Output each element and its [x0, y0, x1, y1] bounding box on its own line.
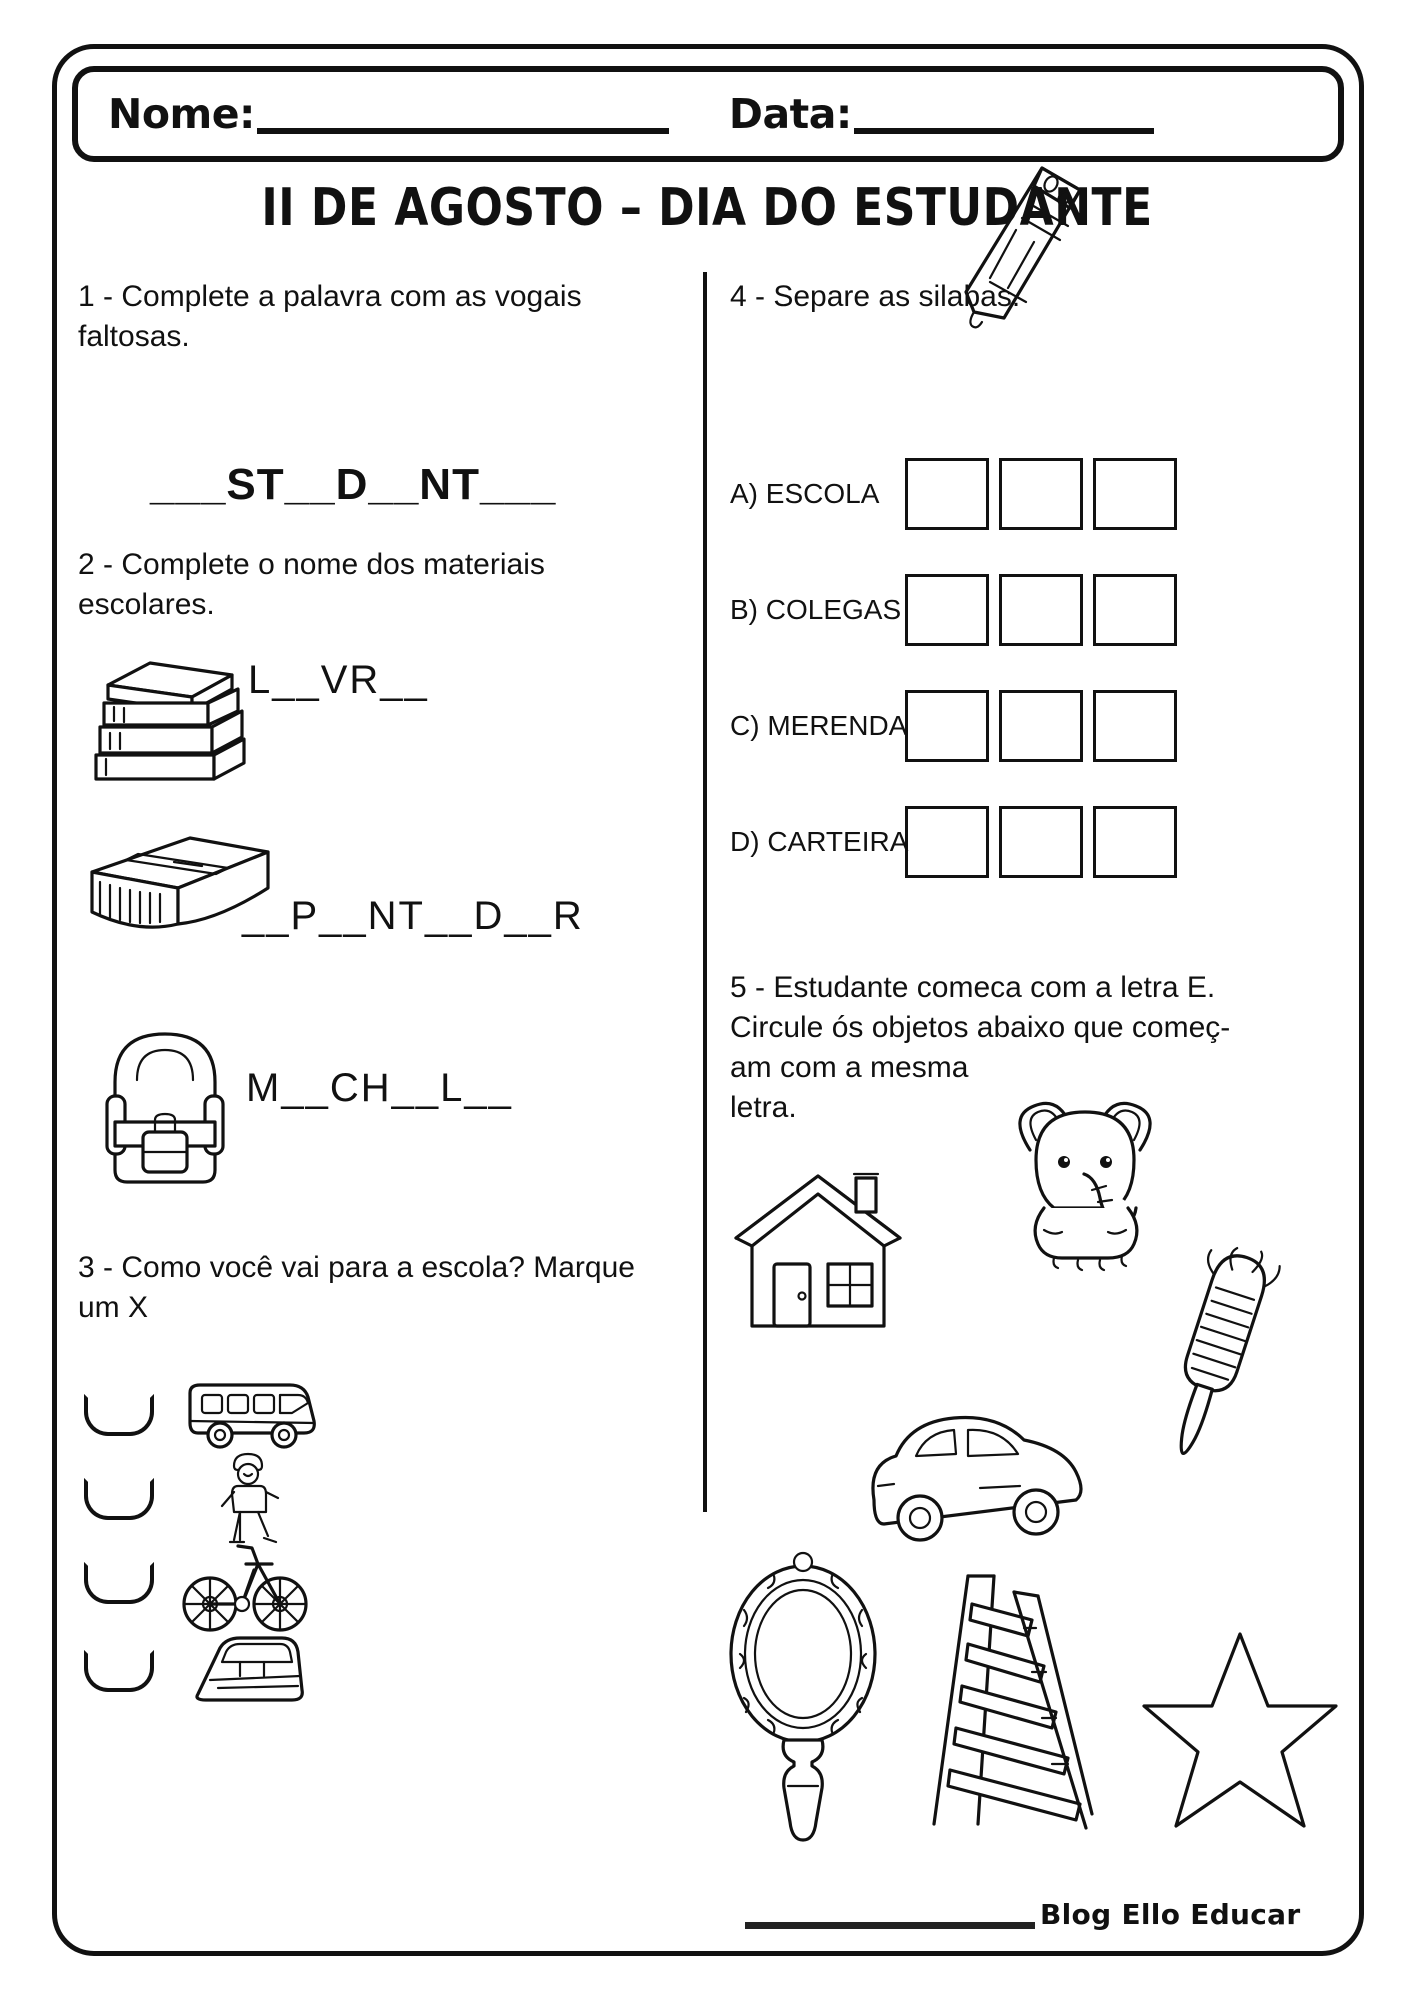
syllable-box[interactable] [905, 806, 989, 878]
hairbrush-icon[interactable] [1148, 1238, 1278, 1478]
syllable-box[interactable] [1093, 806, 1177, 878]
syllable-box[interactable] [999, 806, 1083, 878]
bicycle-icon [180, 1528, 310, 1638]
syllable-box[interactable] [905, 574, 989, 646]
syllable-box[interactable] [999, 690, 1083, 762]
syllable-box[interactable] [905, 458, 989, 530]
syllable-row-a [730, 458, 1187, 530]
question-2-word-2[interactable]: __P__NT__D__R [242, 894, 584, 938]
question-5-prompt-line-4: letra. [730, 1091, 797, 1124]
syllable-box[interactable] [1093, 458, 1177, 530]
ladder-icon[interactable] [920, 1562, 1100, 1852]
date-label: Data: [728, 89, 852, 138]
star-icon[interactable] [1140, 1620, 1340, 1840]
backpack-icon [85, 1010, 245, 1190]
question-1-prompt: 1 - Complete a palavra com as vogais faltosas. [78, 280, 582, 354]
syllable-row-c [730, 690, 1187, 762]
hand-mirror-icon[interactable] [718, 1550, 888, 1860]
footer-rule [745, 1922, 1035, 1929]
question-5-prompt-line-3: am com a mesma [730, 1051, 969, 1084]
question-3-checkbox-2[interactable] [84, 1478, 154, 1520]
syllable-box[interactable] [905, 690, 989, 762]
column-divider [703, 272, 707, 1512]
question-2-prompt: 2 - Complete o nome dos materiais escolares. [78, 548, 545, 622]
syllable-label-d: D) CARTEIRA [730, 826, 909, 857]
bus-icon [180, 1375, 320, 1451]
syllable-box[interactable] [1093, 574, 1177, 646]
question-5-prompt-line-2: Circule ós objetos abaixo que começ- [730, 1011, 1231, 1044]
syllable-box[interactable] [999, 574, 1083, 646]
question-2-word-3[interactable]: M__CH__L__ [246, 1066, 513, 1110]
syllable-label-c: C) MERENDA [730, 710, 908, 741]
syllable-box[interactable] [1093, 690, 1177, 762]
question-1-answer-blank[interactable]: ___ST__D__NT___ [150, 460, 557, 509]
train-icon [180, 1632, 310, 1712]
books-icon [80, 645, 260, 785]
page-title: II DE AGOSTO – DIA DO ESTUDANTE [261, 178, 1153, 239]
question-4-prompt: 4 - Separe as silabas. [730, 280, 1021, 313]
house-icon[interactable] [728, 1160, 908, 1340]
question-3-checkbox-4[interactable] [84, 1650, 154, 1692]
name-input-line[interactable] [257, 128, 669, 134]
syllable-row-b [730, 574, 1187, 646]
date-input-line[interactable] [854, 128, 1154, 134]
syllable-label-b: B) COLEGAS [730, 594, 902, 625]
footer-credit: Blog Ello Educar [1040, 1898, 1301, 1931]
name-label: Nome: [108, 89, 255, 138]
question-3-prompt: 3 - Como você vai para a escola? Marque um X [78, 1251, 635, 1325]
elephant-icon[interactable] [1000, 1090, 1170, 1280]
syllable-label-a: A) ESCOLA [730, 478, 880, 509]
syllable-box[interactable] [999, 458, 1083, 530]
question-5-prompt-line-1: 5 - Estudante comeca com a letra E. [730, 971, 1216, 1004]
question-2-word-1[interactable]: L__VR__ [248, 658, 429, 702]
name-date-box [72, 66, 1344, 162]
syllable-row-d [730, 806, 1187, 878]
question-3-checkbox-1[interactable] [84, 1394, 154, 1436]
car-icon[interactable] [860, 1400, 1090, 1550]
question-3-checkbox-3[interactable] [84, 1562, 154, 1604]
